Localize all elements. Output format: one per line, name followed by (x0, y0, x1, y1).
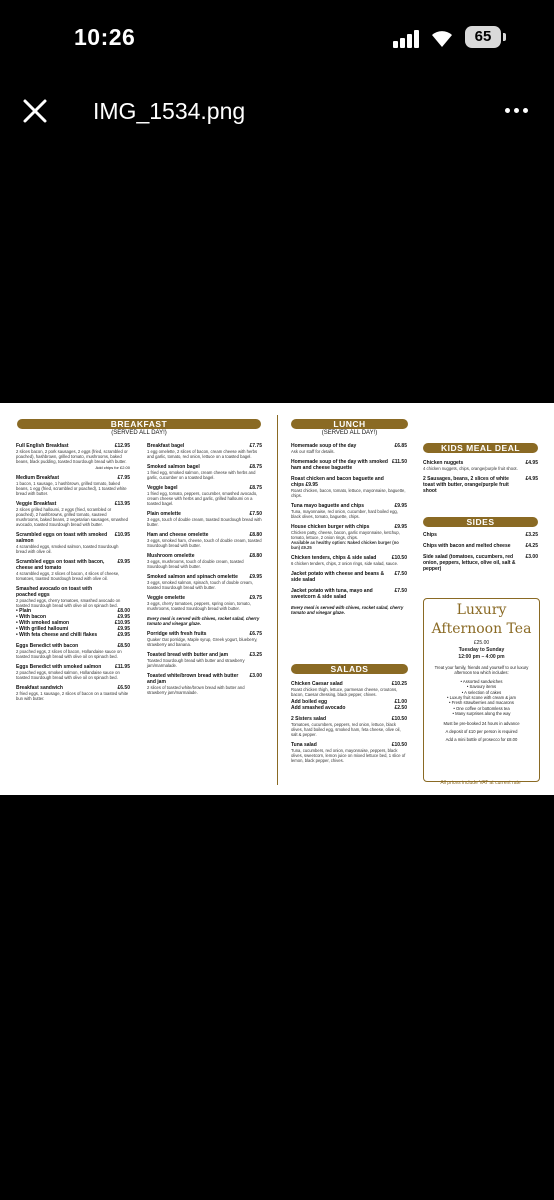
lunch-heading: LUNCH (291, 419, 408, 429)
menu-item (291, 443, 407, 454)
menu-item-description: 1 bacon, 1 sausage, 1 hashbrown, grilled tomato, baked beans, 1 egg (fried, scrambled or poached), 1 toasted white bread with butter. (16, 481, 127, 496)
menu-item-price: £4.95 (525, 460, 538, 466)
menu-item-description: Roast chicken, bacon, tomato, lettuce, mayonnaise, baguette, chips. (291, 488, 406, 498)
menu-item (147, 464, 262, 480)
menu-item (291, 681, 407, 711)
menu-item-price: £9.75 (249, 595, 262, 601)
menu-item-description: 3 eggs, mushrooms, touch of double cream, toasted Sourdough bread with butter. (147, 559, 244, 569)
lunch-meal-note: Every meal is served with chives, rocket salad, cherry tomato and vinegar glaze. (291, 605, 404, 616)
avocado-option-price: £8.00 (117, 608, 130, 614)
menu-item (147, 574, 262, 590)
menu-item-name: Chicken Caesar salad (291, 681, 343, 687)
menu-item (147, 443, 262, 459)
menu-item-description: Tuna, mayonnaise, red onion, cucumber, hard boiled egg, black olives, tomato, baguette, chips. (291, 509, 398, 519)
menu-item-description: 1 egg omelette, 2 slices of bacon, cream cheese with herbs and garlic, tomato, red onion, lettuce on a toasted bagel. (147, 449, 258, 459)
menu-item-name: Plain omelette (147, 511, 181, 517)
menu-item-name: Veggie omelette (147, 595, 186, 601)
tea-include-item: • A selection of cakes (461, 689, 502, 695)
menu-item (291, 524, 407, 550)
menu-item-name: 2 Sisters salad (291, 716, 327, 722)
viewer-toolbar (0, 88, 554, 136)
menu-item-price: £9.95 (117, 559, 130, 565)
menu-item (16, 664, 130, 680)
tea-include-item: • Fresh strawberries and macarons (448, 700, 514, 706)
tea-title-2: Afternoon Tea (431, 621, 532, 637)
battery-icon: 65 (465, 26, 501, 48)
menu-item (291, 459, 407, 471)
menu-item-description: 3 eggs, smoked ham, cheese, touch of double cream, toasted Sourdough bread with butter. (147, 538, 262, 548)
menu-item (291, 571, 407, 583)
vat-note: All prices include VAT at current rate (440, 780, 521, 786)
menu-item-description: 2 poached eggs, cherry tomatoes, smashed avocado on toasted Sourdough bread with olive oil on spinach bed. (16, 598, 121, 608)
menu-item-name: Ham and cheese omelette (147, 532, 209, 538)
menu-item-name: Medium Breakfast (16, 475, 60, 481)
cellular-signal-icon (393, 30, 423, 48)
menu-item-description: 4 chicken nuggets, chips, orange/purple fruit shoot. (423, 466, 518, 471)
menu-item-name: Toasted white/brown bread with butter and jam (147, 673, 239, 686)
menu-item (423, 476, 538, 494)
tea-include-item: • Assorted sandwiches (460, 678, 503, 684)
avocado-option-label: • With grilled halloumi (16, 626, 69, 632)
avocado-option-label: • Plain (16, 608, 32, 614)
menu-item-price: £7.95 (117, 475, 130, 481)
menu-item-description: 2 slices grilled halloumi, 2 eggs (fried, scrambled or poached), 2 hashbrowns, grilled tomato, sauteed mushrooms, baked beans, 2 vegetarian sausages, smashed avocado, toasted Sourdough bread with butter. (16, 507, 128, 527)
menu-item-price: £6.85 (394, 443, 407, 449)
menu-item-name: Chips with bacon and melted cheese (423, 543, 511, 549)
menu-item (291, 716, 407, 737)
tea-intro: Treat your family, friends and yourself to our luxury afternoon tea which includes: (434, 665, 529, 676)
menu-item-price: £3.25 (249, 652, 262, 659)
menu-item-name: Jacket potato with tuna, mayo and sweetcorn & side salad (291, 588, 373, 600)
menu-item-price: £10.50 (391, 716, 407, 722)
avocado-option-price: £9.95 (117, 632, 130, 638)
menu-item-name: Chicken tenders, chips & side salad (291, 555, 377, 561)
kids-column (423, 455, 538, 494)
salads-column (291, 676, 407, 763)
menu-item (291, 503, 407, 519)
menu-item-name: Veggie bagel (147, 485, 178, 491)
more-options-icon[interactable] (505, 108, 531, 116)
menu-item-description: 1 fried egg, smoked salmon, cream cheese with herbs and garlic, cucumber on a toasted bagel. (147, 470, 256, 480)
menu-item-name: Toasted bread with butter and jam (147, 652, 229, 659)
add-chips-note: Add chips for £2.00 (95, 465, 130, 470)
menu-item (423, 532, 538, 538)
tea-prosecco: Add a mini bottle of prosecco for £8.00 (445, 737, 518, 743)
menu-item-price: £8.80 (249, 532, 262, 538)
menu-item (147, 652, 262, 668)
kids-heading: KIDS MEAL DEAL (423, 443, 538, 453)
breakfast-heading: BREAKFAST (17, 419, 261, 429)
menu-item-name: 2 Sausages, beans, 2 slices of white toast with butter, orange/purple fruit shoot (423, 476, 509, 494)
menu-item-price: £7.50 (249, 511, 262, 517)
sides-column (423, 527, 538, 572)
clock: 10:26 (74, 24, 136, 50)
status-bar (0, 0, 554, 70)
menu-item-name: Mushroom omelette (147, 553, 195, 559)
tea-price: £25.00 (473, 640, 490, 646)
menu-item-price: £8.80 (249, 553, 262, 559)
tea-days: Tuesday to Sunday (458, 647, 505, 653)
menu-item-price: £8.50 (117, 643, 130, 649)
menu-item-price: £3.25 (525, 532, 538, 538)
salad-extra-label: Add boiled egg (291, 699, 328, 705)
menu-item (423, 543, 538, 549)
menu-item (16, 685, 130, 701)
divider (277, 415, 278, 785)
breakfast-column-left (16, 438, 130, 701)
menu-item-description: 4 scrambled eggs, 2 slices of bacon, 4 slices of cheese, tomatoes, toasted Sourdough bread with olive oil. (16, 571, 120, 581)
battery-tip (503, 33, 506, 41)
menu-item-name: Tuna salad (291, 742, 317, 748)
menu-item-name: Full English Breakfast (16, 443, 69, 449)
afternoon-tea-box (423, 598, 540, 782)
menu-item-description: 2 poached eggs, smoked salmon, Hollandaise sauce on toasted Sourdough bread with olive oil on spinach bed. (16, 670, 120, 680)
menu-item-description: Roast chicken thigh, lettuce, parmesan cheese, croutons, bacon, Caesar dressing, black pepper, chives. (291, 687, 398, 697)
menu-item-description: Tuna, cucumbers, red onion, mayonnaise, peppers, black olives, sweetcorn, lemon juice on mixed lettuce bed, 1 slice of lemon, black pepper, chives. (291, 748, 406, 763)
menu-item (291, 742, 407, 763)
menu-item (16, 532, 130, 554)
menu-item (147, 532, 262, 548)
avocado-option-price: £9.95 (117, 626, 130, 632)
menu-item (423, 460, 538, 471)
menu-item (291, 588, 407, 600)
menu-item-price: £4.25 (525, 543, 538, 549)
menu-item-name: Side salad (tomatoes, cucumbers, red onion, peppers, lettuce, olive oil, salt & pepper) (423, 554, 516, 572)
menu-item-price: £11.95 (114, 664, 130, 670)
avocado-option-label: • With feta cheese and chilli flakes (16, 632, 98, 638)
wifi-icon (430, 28, 454, 48)
salad-extra (291, 705, 407, 711)
salad-extra-price: £2.50 (394, 705, 407, 711)
healthy-option-note: Available as healthy option: Naked chicken burger (no bun) £9.25 (291, 540, 399, 550)
tea-title-1: Luxury (456, 602, 507, 618)
menu-item-description: Chicken patty, cheese, bacon, garlic mayonnaise, ketchup, tomato, lettuce, 2 onion rings, chips. (291, 530, 400, 540)
breakfast-column-right (147, 438, 262, 695)
menu-item-name: Scrambled eggs on toast with bacon, cheese and tomato (16, 559, 105, 571)
avocado-option-label: • With bacon (16, 614, 47, 620)
menu-item (147, 673, 262, 695)
menu-item (147, 631, 262, 647)
menu-item-name: Chips (423, 532, 437, 538)
avocado-option-price: £10.95 (114, 620, 130, 626)
menu-item-price: £10.95 (114, 532, 130, 538)
breakfast-meal-note: Every meal is served with chives, rocket salad, cherry tomato and vinegar glaze. (147, 616, 260, 627)
menu-item-price: £6.50 (117, 685, 130, 691)
menu-item-name: Scrambled eggs on toast with smoked salmon (16, 532, 108, 544)
menu-item-description: 2 poached eggs, 2 slices of bacon, Hollandaise sauce on toasted Sourdough bread with olive oil on spinach bed. (16, 649, 122, 659)
menu-item (291, 555, 407, 566)
menu-item-description: Tomatoes, cucumbers, peppers, red onion, lettuce, black olives, hard boiled egg, smoked ham, feta cheese, olive oil, salt & pepper. (291, 722, 401, 737)
menu-item (16, 586, 130, 638)
menu-item-description: 3 eggs, smoked salmon, spinach, touch of double cream, toasted Sourdough bread with butter. (147, 580, 253, 590)
menu-image[interactable] (0, 403, 554, 795)
menu-item-description: Toasted Sourdough bread with butter and strawberry jam/marmalade. (147, 658, 245, 669)
salads-heading: SALADS (291, 664, 408, 674)
avocado-option (16, 632, 130, 638)
menu-item-price: £7.75 (249, 443, 262, 449)
menu-item (147, 595, 262, 611)
menu-item-price: £13.95 (114, 501, 130, 507)
close-icon[interactable] (22, 98, 48, 124)
menu-item (147, 485, 262, 506)
menu-item-name: Breakfast sandwich (16, 685, 63, 691)
menu-item-name: Veggie Breakfast (16, 501, 57, 507)
menu-item-name: Smoked salmon bagel (147, 464, 200, 470)
avocado-option-price: £9.95 (117, 614, 130, 620)
menu-item-price: £3.00 (525, 554, 538, 560)
menu-item-description: 4 scrambled eggs, smoked salmon, toasted Sourdough bread with olive oil. (16, 544, 119, 554)
menu-item-price: £6.75 (249, 631, 262, 638)
menu-item-name: Jacket potato with cheese and beans & side salad (291, 571, 385, 583)
menu-item-description: 6 chicken tenders, chips, 2 onion rings, side salad, sauce. (291, 561, 399, 566)
salad-extra-price: £1.00 (394, 699, 407, 705)
menu-item-description: 2 slices of toasted white/brown bread with butter and strawberry jam/marmalade. (147, 685, 245, 696)
tea-include-item: • Many surprises along the way (452, 711, 511, 717)
menu-item-price: £10.50 (391, 555, 407, 561)
menu-item-price: £4.95 (525, 476, 538, 482)
menu-item-name: Eggs Benedict with bacon (16, 643, 79, 649)
file-title: IMG_1534.png (93, 98, 246, 124)
tea-notice: Must be pre-booked 24 hours in advance (443, 720, 520, 726)
menu-item-name: Eggs Benedict with smoked salmon (16, 664, 102, 670)
menu-item (16, 559, 130, 581)
lunch-column (291, 438, 407, 615)
menu-item-name: Tuna mayo baguette and chips (291, 503, 364, 509)
avocado-option-label: • With smoked salmon (16, 620, 70, 626)
menu-item-name: Homemade soup of the day with smoked ham and cheese baguette (291, 459, 388, 471)
menu-item-description: 2 fried eggs, 1 sausage, 2 slices of bacon on a toasted white bun with butter. (16, 691, 129, 701)
menu-item (16, 443, 130, 470)
menu-item (147, 511, 262, 527)
menu-item-name: Roast chicken and bacon baguette and chips £9.95 (291, 476, 384, 488)
menu-item-description: 2 slices bacon, 2 pork sausages, 2 eggs (fried, scrambled or poached), hashbrown, grilled tomato, mushrooms, baked beans, black pudding, toasted Sourdough bread with butter. (16, 449, 128, 464)
menu-item-name: Breakfast bagel (147, 443, 185, 449)
menu-item-price: £12.95 (114, 443, 130, 449)
tea-deposit: A deposit of £10 per person is required (445, 729, 518, 735)
menu-item-description: 1 fried egg, tomato, peppers, cucumber, smashed avocado, cream cheese with herbs and garlic, grilled halloumi on a toasted bagel. (147, 491, 258, 506)
menu-item-price: £11.50 (391, 459, 407, 465)
menu-item (291, 476, 407, 498)
menu-item-price: £3.00 (249, 673, 262, 680)
tea-include-item: • Luxury fruit scone with cream & jam (447, 695, 516, 701)
menu-item-price: £7.50 (394, 571, 407, 577)
menu-item-name: Homemade soup of the day (291, 443, 357, 449)
menu-item-price: £8.75 (249, 464, 262, 470)
menu-item-price: £9.95 (394, 503, 407, 509)
menu-item-price: £9.95 (394, 524, 407, 530)
menu-item-name: Smashed avocado on toast with poached eggs (16, 586, 93, 598)
menu-item (16, 501, 130, 527)
breakfast-served-note: (SERVED ALL DAY!) (111, 430, 167, 436)
menu-item-price: £8.75 (249, 485, 262, 491)
menu-item-price: £9.95 (249, 574, 262, 580)
menu-item (16, 475, 130, 496)
menu-item-description: Quaker Oat porridge, Maple syrup, Greek yogurt, blueberry, strawberry and banana. (147, 637, 258, 648)
menu-item-price: £10.50 (391, 742, 407, 748)
menu-item (16, 643, 130, 659)
menu-item-name: Chicken nuggets (423, 460, 464, 466)
menu-item-description: 3 eggs, touch of double cream, toasted Sourdough bread with butter. (147, 517, 262, 527)
menu-item-name: Smoked salmon and spinach omelette (147, 574, 238, 580)
tea-include-item: • One coffee or bottomless tea (453, 705, 510, 711)
tea-include-item: • Savoury items (466, 684, 497, 690)
lunch-served-note: (SERVED ALL DAY!) (321, 430, 378, 436)
menu-item-price: £10.25 (391, 681, 407, 687)
menu-item-description: 3 eggs, cherry tomatoes, peppers, spring onion, tomato, mushrooms, toasted Sourdough bread with butter. (147, 601, 251, 611)
sides-heading: SIDES (423, 517, 538, 527)
tea-hours: 12:00 pm – 4:00 pm (458, 654, 505, 660)
menu-item-name: House chicken burger with chips (291, 524, 370, 530)
menu-item-name: Porridge with fresh fruits (147, 631, 207, 638)
menu-item-description: Ask our staff for details. (291, 449, 335, 454)
menu-item (423, 554, 538, 572)
menu-item (147, 553, 262, 569)
menu-item-price: £7.50 (394, 588, 407, 594)
salad-extra-label: Add smashed avocado (291, 705, 346, 711)
